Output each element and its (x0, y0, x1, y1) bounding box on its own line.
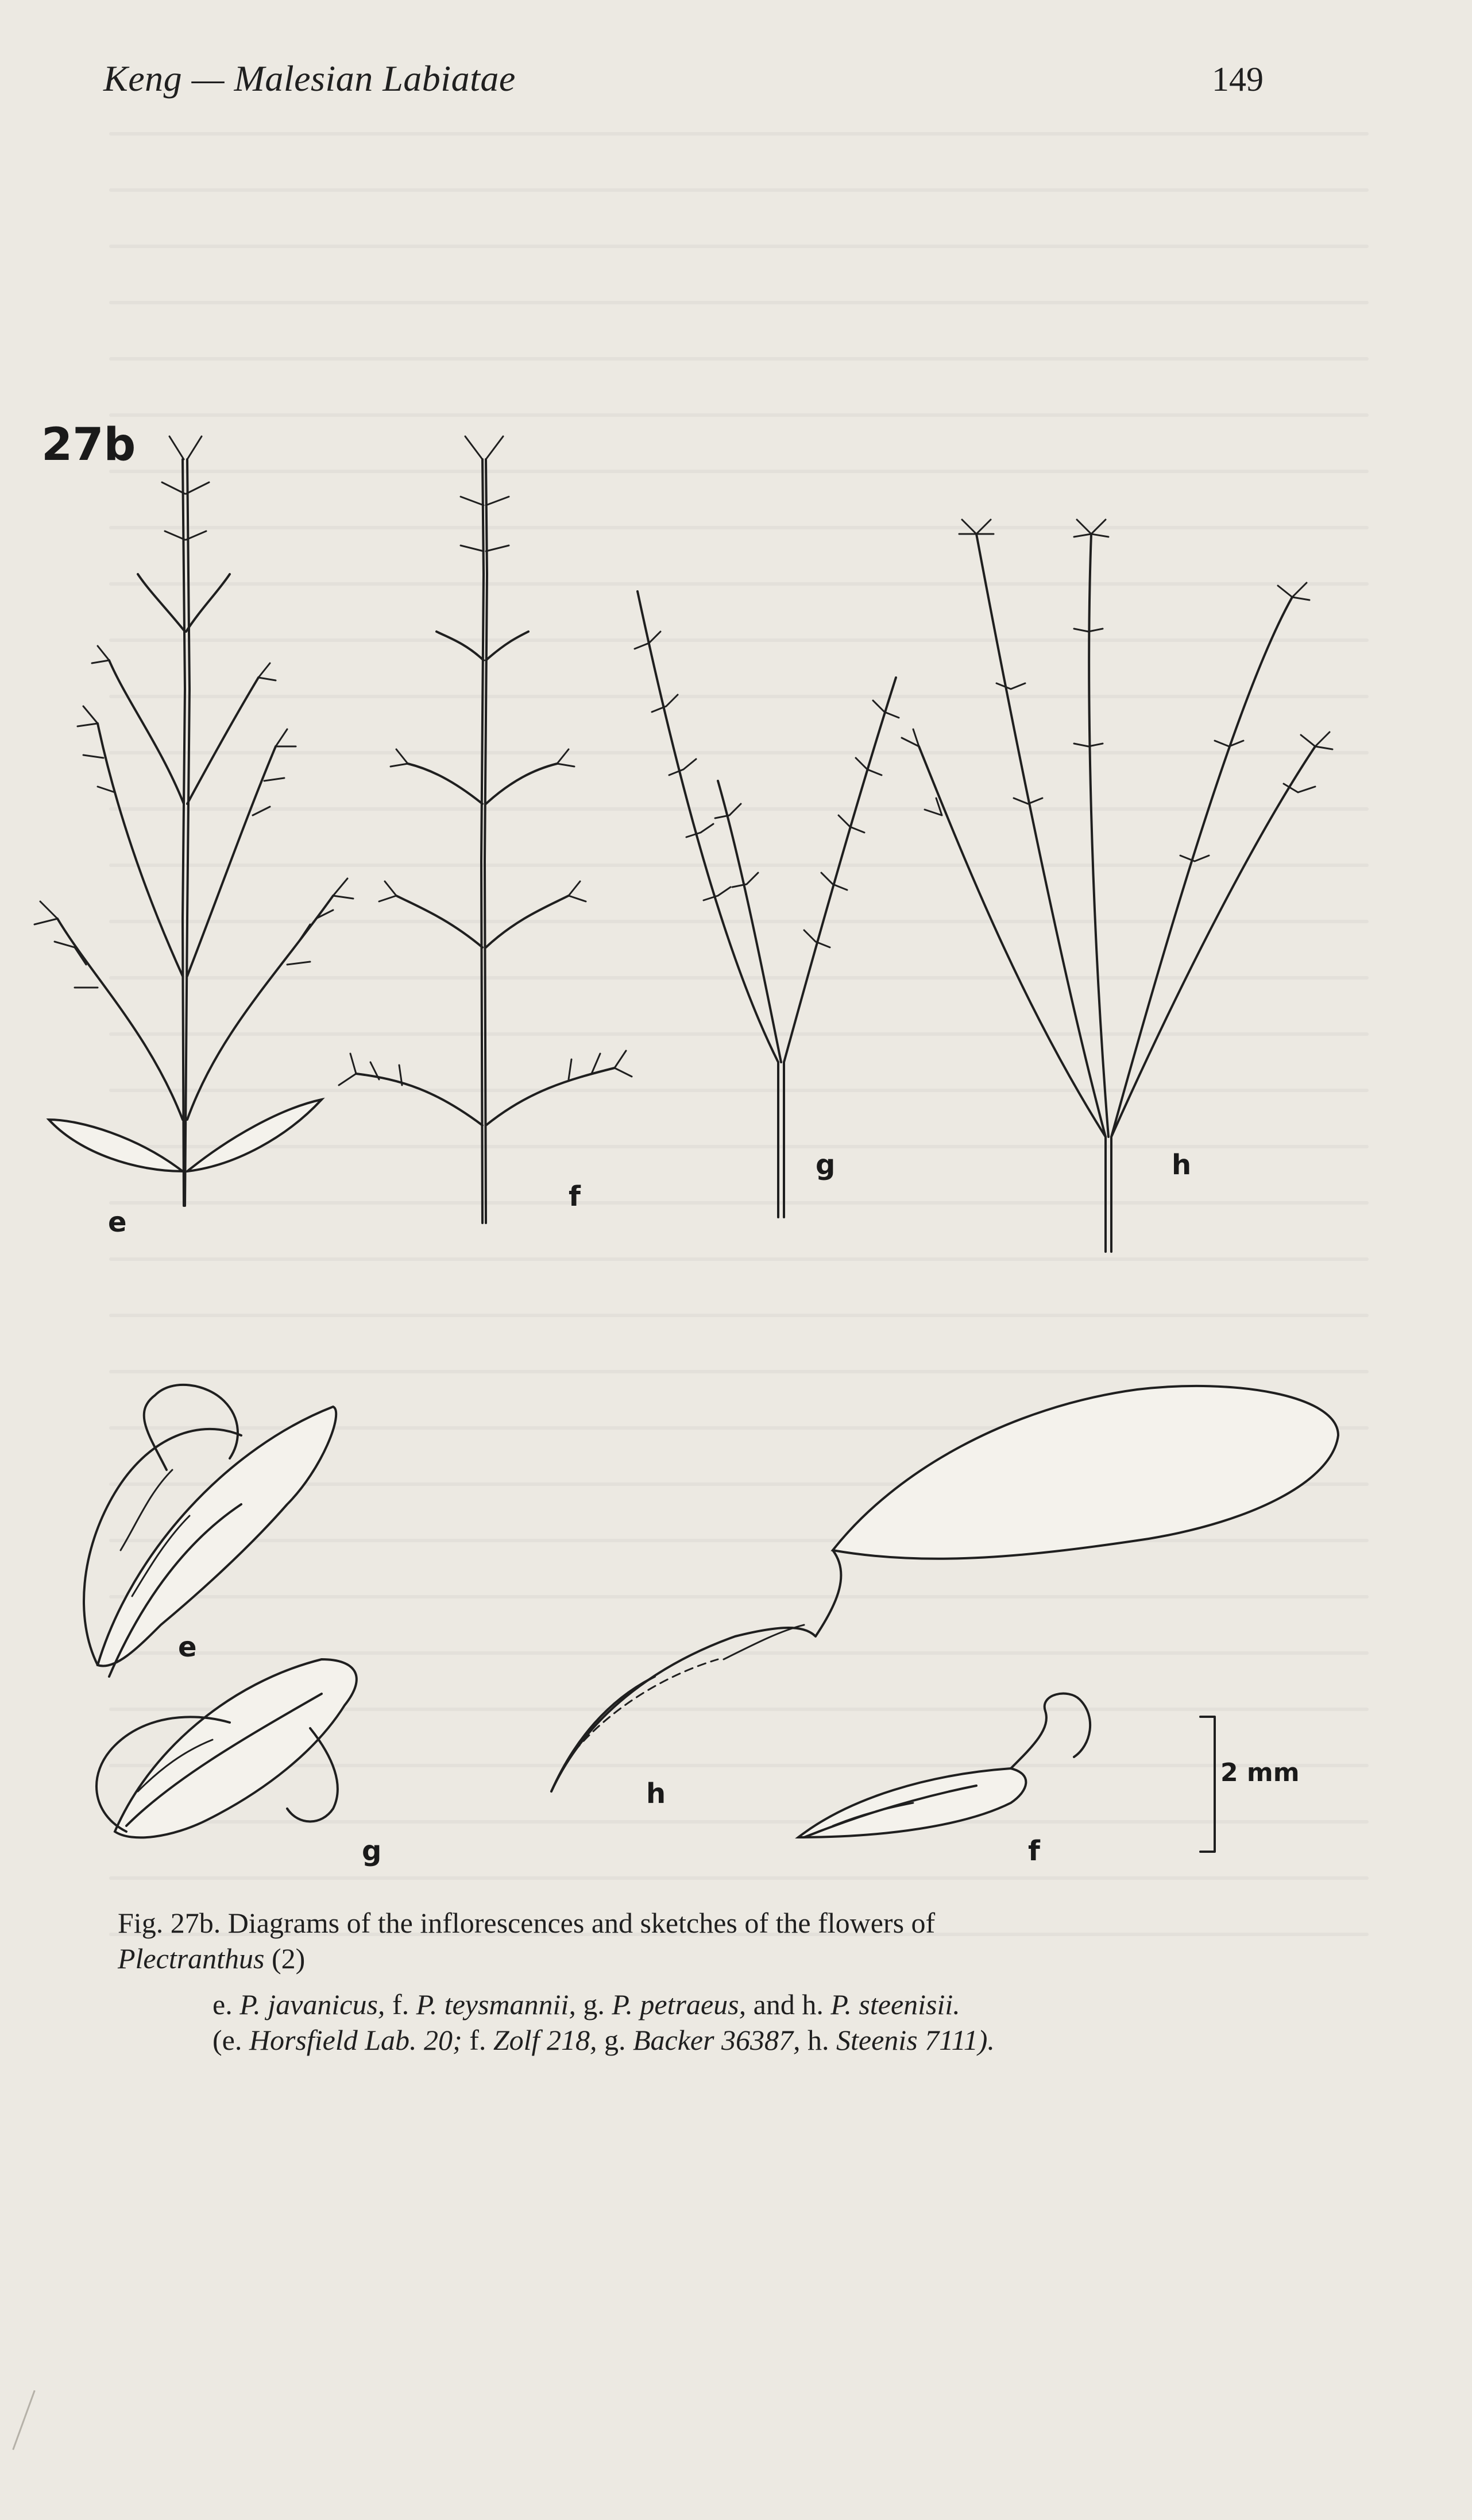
inflorescence-f (339, 436, 632, 1223)
running-head: Keng — Malesian Labiatae (103, 58, 516, 99)
label-g-inflorescence: g (816, 1149, 836, 1181)
specimen-open: (e. (213, 2024, 242, 2056)
specimen-g: Backer 36387, (632, 2024, 801, 2056)
species-f-letter: f. (392, 1988, 409, 2020)
species-e-letter: e. (213, 1988, 233, 2020)
flower-h (551, 1386, 1338, 1791)
species-g-letter: g. (583, 1988, 605, 2020)
species-h-letter: h. (802, 1988, 824, 2020)
label-h-flower: h (646, 1778, 666, 1810)
scale-bar-label: 2 mm (1220, 1758, 1300, 1787)
inflorescence-g (635, 591, 899, 1217)
plate-number: 27b (41, 419, 136, 471)
specimen-h: Steenis 7111). (836, 2024, 995, 2056)
specimen-e: Horsfield Lab. 20; (249, 2024, 462, 2056)
species-g-name: P. petraeus, (612, 1988, 747, 2020)
label-e-flower: e (178, 1631, 197, 1663)
label-g-flower: g (362, 1835, 382, 1867)
page-number: 149 (1212, 60, 1264, 98)
caption-prefix: Fig. 27b. Diagrams of the inflorescences and sketches of the flowers of (118, 1907, 936, 1939)
species-h-name: P. steenisii. (830, 1988, 960, 2020)
specimen-h-letter: h. (808, 2024, 829, 2056)
specimen-f: Zolf 218, (493, 2024, 597, 2056)
specimen-g-letter: g. (604, 2024, 626, 2056)
species-f-name: P. teysmannii, (416, 1988, 576, 2020)
label-f-flower: f (1028, 1835, 1040, 1867)
caption-suffix: (2) (272, 1942, 306, 1975)
caption-and: and (753, 1988, 795, 2020)
species-e-name: P. javanicus, (239, 1988, 385, 2020)
scale-bar (1200, 1717, 1300, 1852)
flower-g (96, 1659, 357, 1837)
inflorescence-e (34, 436, 353, 1206)
caption-species-list (213, 1987, 1275, 2058)
caption-genus: Plectranthus (118, 1942, 265, 1975)
label-f-inflorescence: f (569, 1180, 581, 1213)
figure-caption (118, 1905, 1278, 1976)
flower-e (84, 1385, 336, 1677)
inflorescence-h (902, 520, 1332, 1252)
label-e-inflorescence: e (108, 1206, 127, 1238)
specimen-f-letter: f. (469, 2024, 486, 2056)
flower-f (798, 1694, 1090, 1837)
label-h-inflorescence: h (1172, 1149, 1192, 1181)
